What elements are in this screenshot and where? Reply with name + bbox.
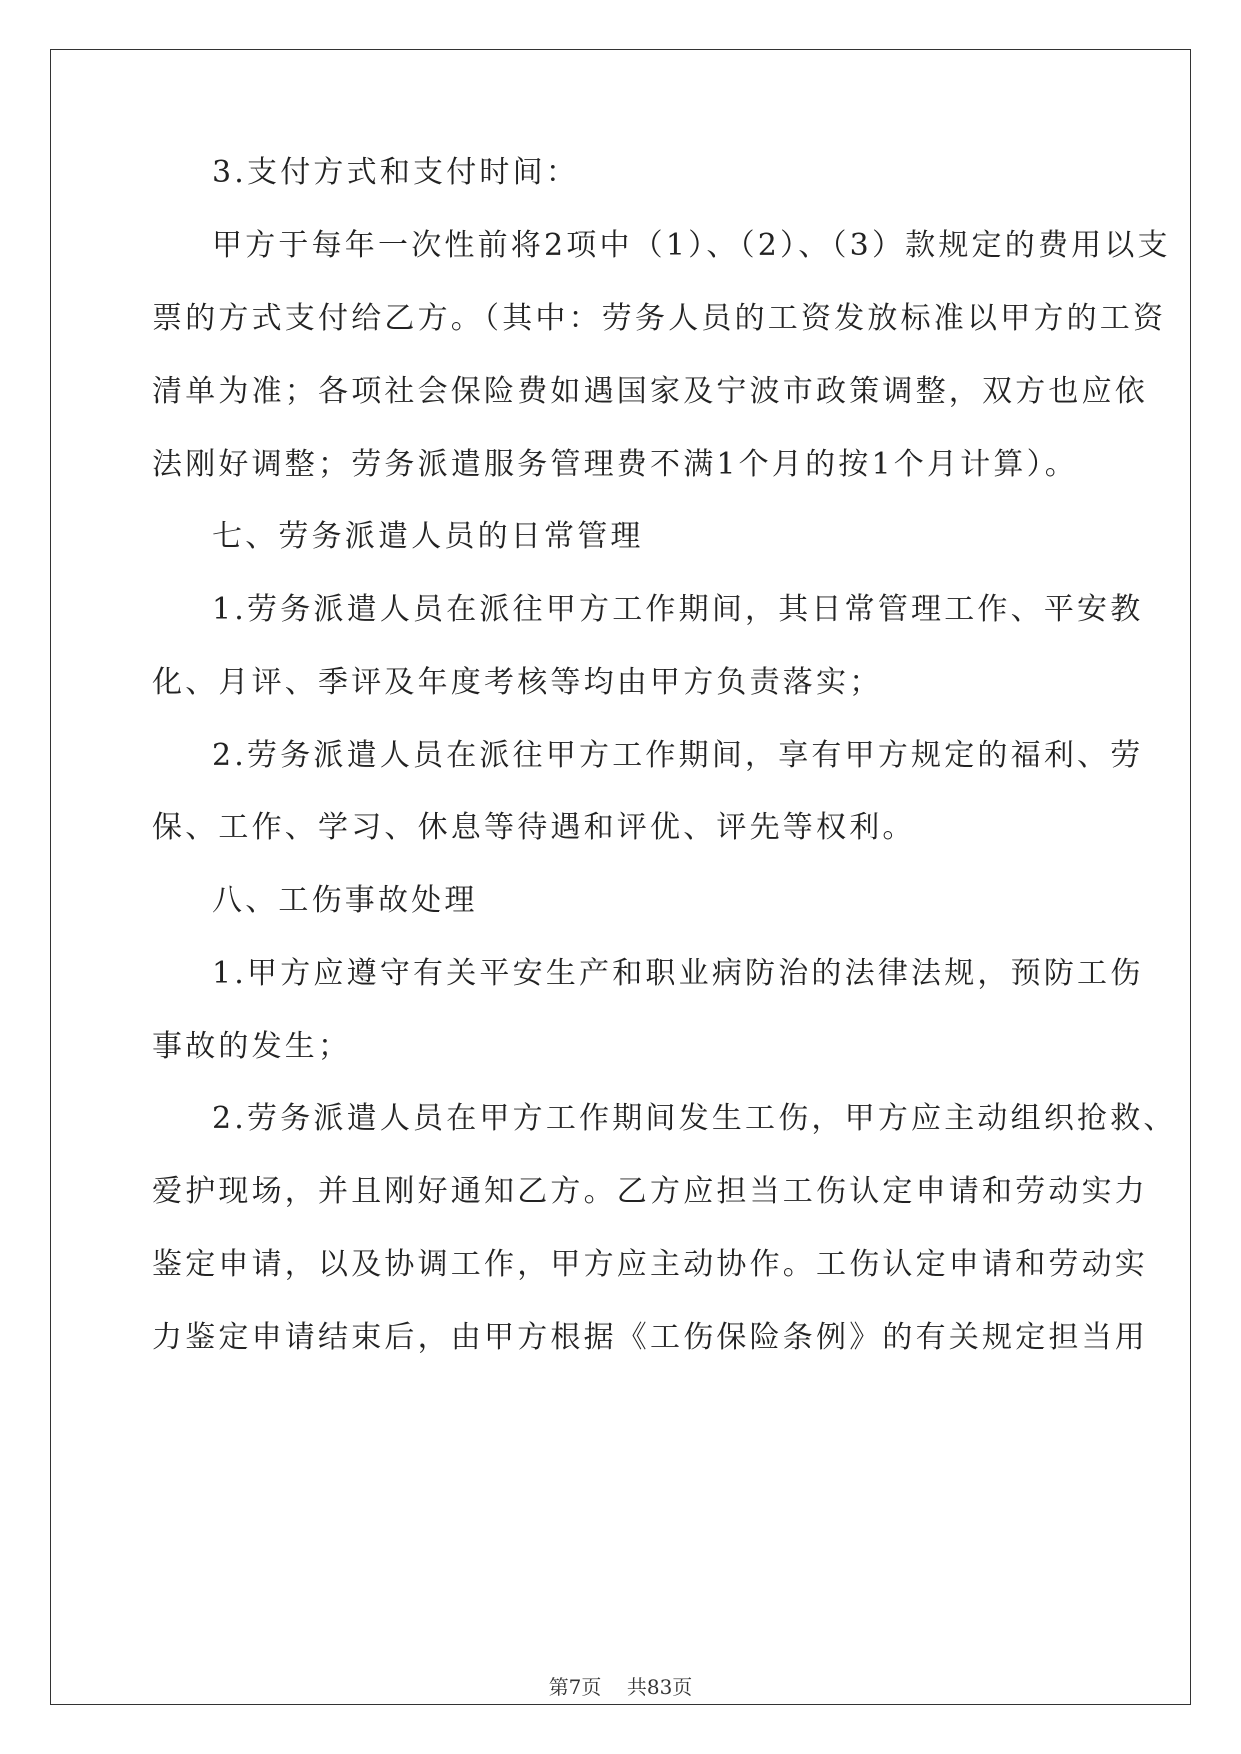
paragraph-line: 2.劳务派遣人员在甲方工作期间发生工伤，甲方应主动组织抢救、 <box>212 1101 1177 1136</box>
paragraph-line: 力鉴定申请结束后，由甲方根据《工伤保险条例》的有关规定担当用 <box>152 1320 1148 1355</box>
paragraph-line: 3.支付方式和支付时间： <box>212 155 580 190</box>
paragraph-line: 票的方式支付给乙方。（其中：劳务人员的工资发放标准以甲方的工资 <box>152 301 1167 336</box>
paragraph-line: 2.劳务派遣人员在派往甲方工作期间，享有甲方规定的福利、劳 <box>212 738 1144 773</box>
paragraph-line: 爱护现场，并且刚好通知乙方。乙方应担当工伤认定申请和劳动实力 <box>152 1174 1148 1209</box>
paragraph-line: 1.劳务派遣人员在派往甲方工作期间，其日常管理工作、平安教 <box>212 592 1144 627</box>
paragraph-line: 保、工作、学习、休息等待遇和评优、评先等权利。 <box>152 810 916 845</box>
page-number: 第7页 <box>548 1675 602 1699</box>
page-footer <box>0 1675 1241 1699</box>
paragraph-line: 法刚好调整；劳务派遣服务管理费不满1个月的按1个月计算）。 <box>152 447 1078 482</box>
paragraph-line: 事故的发生； <box>152 1029 352 1064</box>
section-heading: 七、劳务派遣人员的日常管理 <box>212 519 644 554</box>
paragraph-line: 甲方于每年一次性前将2项中（1）、（2）、（3）款规定的费用以支 <box>212 228 1171 263</box>
page-frame <box>50 49 1191 1705</box>
paragraph-line: 鉴定申请，以及协调工作，甲方应主动协作。工伤认定申请和劳动实 <box>152 1247 1148 1282</box>
paragraph-line: 化、月评、季评及年度考核等均由甲方负责落实； <box>152 665 883 700</box>
page-total: 共83页 <box>626 1675 693 1699</box>
paragraph-line: 清单为准；各项社会保险费如遇国家及宁波市政策调整，双方也应依 <box>152 374 1148 409</box>
paragraph-line: 1.甲方应遵守有关平安生产和职业病防治的法律法规，预防工伤 <box>212 956 1144 991</box>
section-heading: 八、工伤事故处理 <box>212 883 478 918</box>
